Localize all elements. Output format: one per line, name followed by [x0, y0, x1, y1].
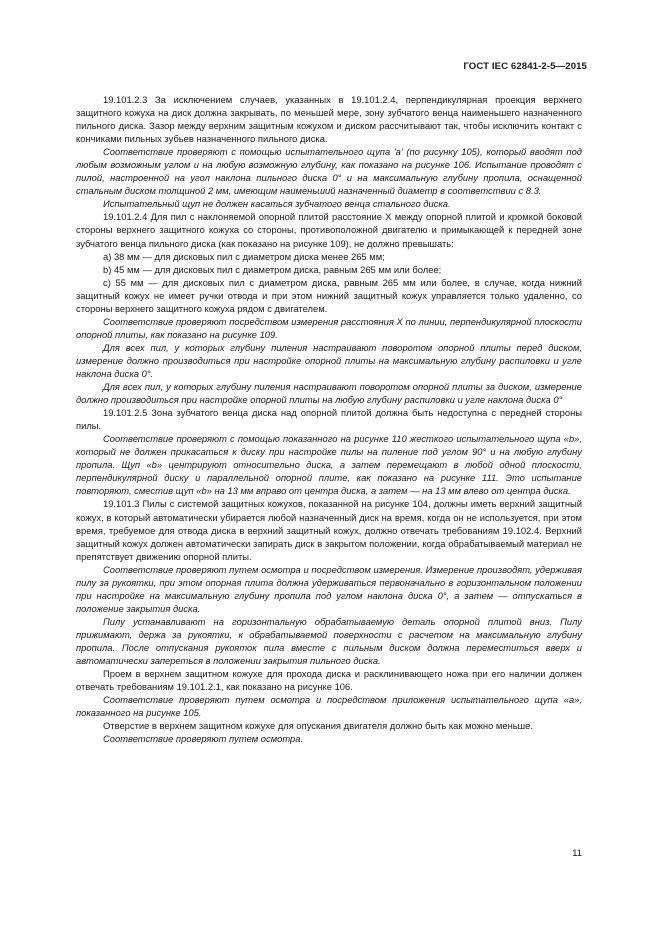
paragraph-italic: Соответствие проверяют с помощью показанного на рисунке 110 жесткого испытательного щупа «b», который не должен прикасаться к диску при настройке пилы на пиление под углом 90° и на любую глубину пропила. Щуп «b» центрируют относительно диска, а затем перемещают в любой одной плоскости, перпендикулярной диску и параллельной опорной плите, как показано на рисунке 111. Это испытание повторяют, сместив щуп «b» на 13 мм вправо от центра диска, а затем — на 13 мм влево от центра диска.	[76, 433, 582, 497]
list-item: a) 38 мм — для дисковых пил с диаметром диска менее 265 мм;	[103, 250, 385, 262]
paragraph-italic: Соответствие проверяют путем осмотра.	[103, 733, 304, 745]
list-item: c) 55 мм — для дисковых пил с диаметром диска, равным 265 мм или более, в случае, когда нижний защитный кожух не имеет ручки отвода и при этом нижний защитный кожух управляется только удаленно, со стороны верхнего защитного кожуха рядом с двигателем.	[76, 276, 582, 314]
paragraph-italic: Соответствие проверяют посредством измерения расстояния X по линии, перпендикулярной плоскости опорной плиты, как показано на рисунке 109.	[76, 315, 582, 340]
paragraph-italic: Соответствие проверяют путем осмотра и посредством измерения. Измерение производят, удерживая пилу за рукоятки, при этом опорная плита должна удерживаться первоначально в горизонтальном положении при настройке на максимальную глубину пропила под углом наклона диска 0°, а затем — отпускаться в положение закрытия диска.	[76, 563, 582, 614]
paragraph: 19.101.3 Пилы с системой защитных кожухов, показанной на рисунке 104, должны иметь верхний защитный кожух, в который автоматически убирается любой назначенный диск на время, когда он не используется, при этом время, требуемое для отвода диска в верхний защитный кожух, должно отвечать требованиям 19.102.4. Верхний защитный кожух должен автоматически запирать диск в закрытом положении, когда обрабатываемый материал не препятствует движению опорной плиты.	[76, 498, 582, 562]
paragraph: 19.101.2.4 Для пил с наклоняемой опорной плитой расстояние X между опорной плитой и кромкой боковой стороны верхнего защитного кожуха со стороны, противоположной двигателю и примыкающей к передней зоне зубчатого венца пильного диска (как показано на рисунке 109), не должно превышать:	[76, 211, 582, 249]
paragraph-italic: Пилу устанавливают на горизонтальную обрабатываемую деталь опорной плитой вниз. Пилу прижимают, держа за рукоятки, к обрабатываемой поверхности с расчетом на максимальную глубину пропила. После отпускания рукояток пила вместе с пильным диском должна переместиться вверх и автоматически запереться в положении закрытия пильного диска.	[76, 615, 582, 667]
list-item: b) 45 мм — для дисковых пил с диаметром диска, равным 265 мм или более;	[103, 263, 442, 275]
paragraph: Проем в верхнем защитном кожухе для прохода диска и расклинивающего ножа при его наличии должен отвечать требованиям 19.101.2.1, как показано на рисунке 106.	[76, 668, 582, 693]
paragraph: 19.101.2.3 За исключением случаев, указанных в 19.101.2.4, перпендикулярная проекция верхнего защитного кожуха на диск должна закрывать, по меньшей мере, зону зубчатого венца наименьшего назначенного пильного диска. Зазор между верхним защитным кожухом и диском рассчитывают так, чтобы исключить контакт с кончиками пильных зубьев назначенного пильного диска.	[76, 94, 582, 145]
paragraph: Отверстие в верхнем защитном кожухе для опускания двигателя должно быть как можно меньше.	[103, 720, 533, 732]
paragraph-italic: Испытательный щуп не должен касаться зубчатого венца стального диска.	[103, 198, 451, 210]
paragraph-italic: Соответствие проверяют с помощью испытательного щупа 'a' (по рисунку 105), который вводят под любым возможным углом и на любую возможную глубину, как показано на рисунке 106. Испытание проводят с пилой, настроенной на угол наклона пильного диска 0° и на максимальную глубину пропила, оснащенной стальным диском толщиной 2 мм, имеющим наименьший назначенный диаметр в соответствии с 8.3.	[76, 146, 582, 197]
paragraph-italic: Соответствие проверяют путем осмотра и посредством приложения испытательного щупа «a», показанного на рисунке 105.	[76, 694, 582, 719]
standard-header: ГОСТ IEC 62841-2-5—2015	[463, 61, 587, 72]
paragraph-italic: Для всех пил, у которых глубину пиления настраивают поворотом опорной плиты перед диском, измерение должно производиться при настройке опорной плиты на максимальную глубину распиловки и угле наклона диска 0°.	[76, 341, 582, 379]
page-number: 11	[572, 847, 582, 858]
paragraph: 19.101.2.5 Зона зубчатого венца диска над опорной плитой должна быть недоступна с передней стороны пилы.	[76, 407, 582, 432]
paragraph-italic: Для всех пил, у которых глубину пиления настраивают поворотом опорной плиты за диском, измерение должно производиться при настройке опорной плиты на любую глубину распиловки и угле наклона диска 0°	[76, 381, 582, 406]
document-body	[76, 93, 582, 745]
